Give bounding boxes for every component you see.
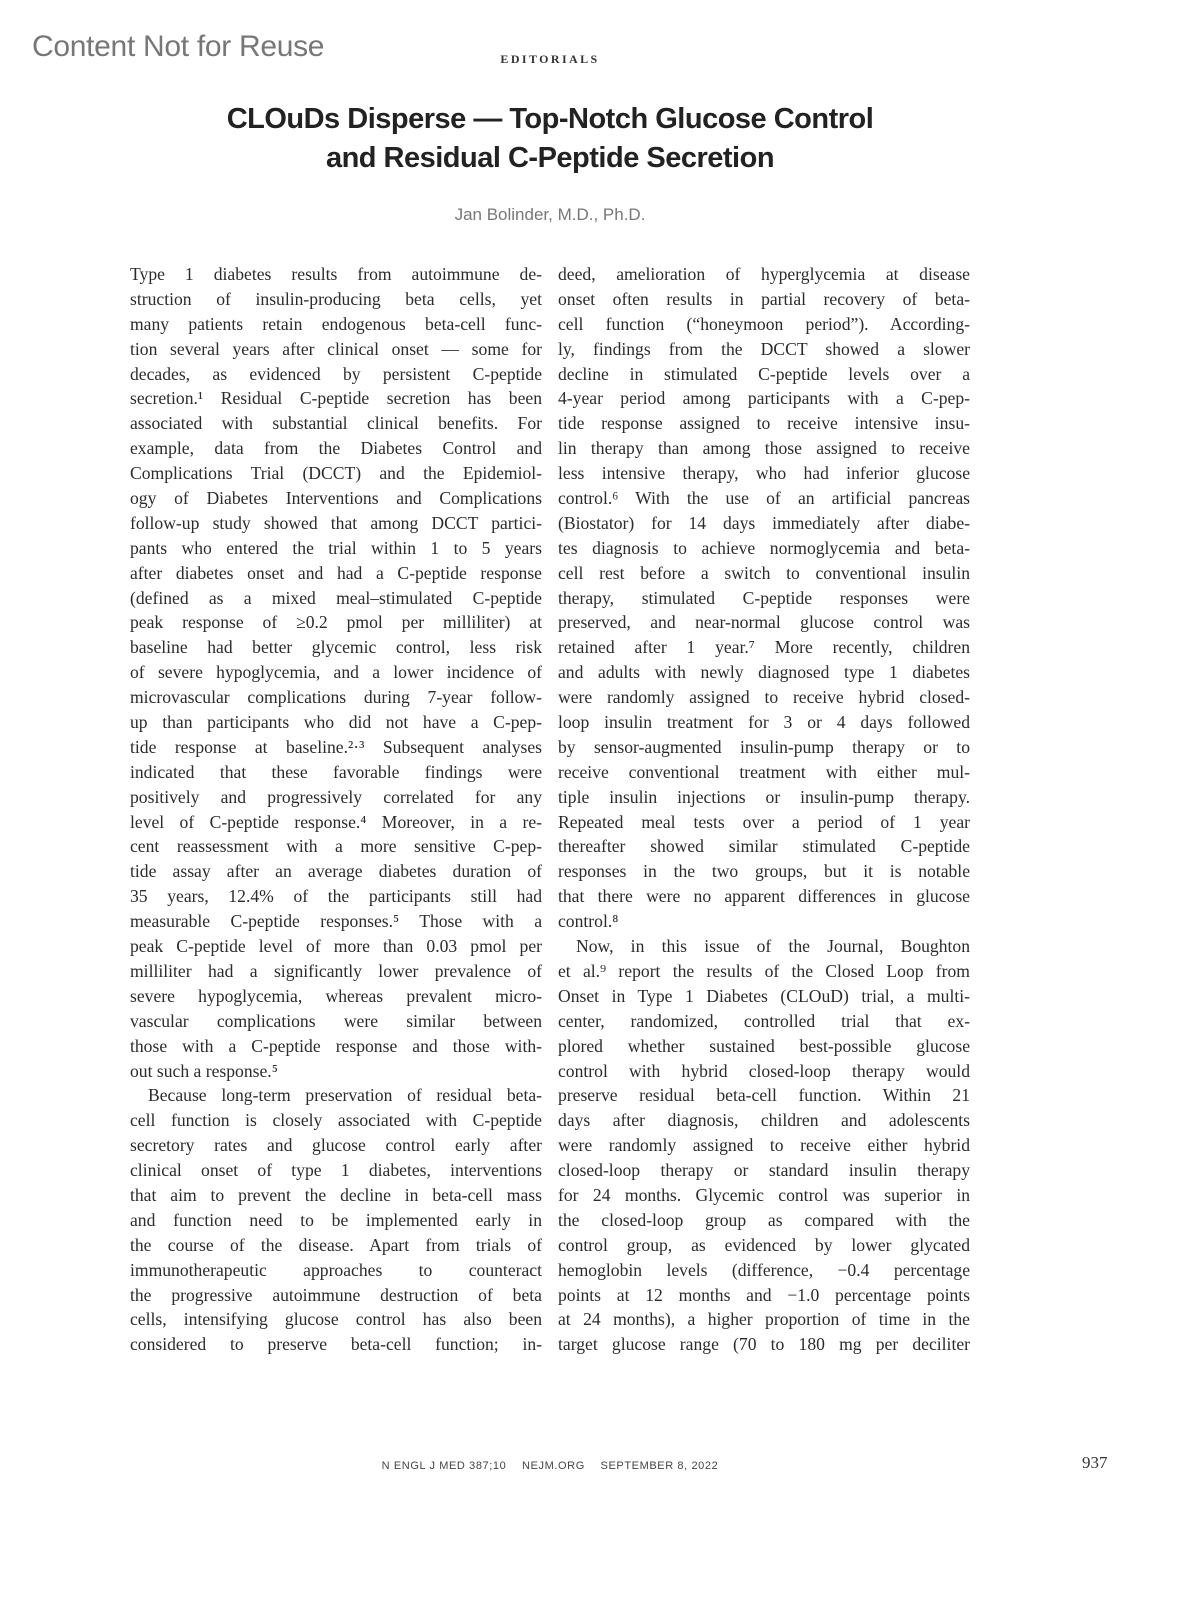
text-line: cell function is closely associated with C-peptide xyxy=(130,1110,542,1131)
text-line: the closed-loop group as compared with the xyxy=(558,1209,970,1230)
text-line: target glucose range (70 to 180 mg per deciliter xyxy=(558,1334,970,1355)
text-line: control.⁸ xyxy=(558,911,619,932)
title-line-1: CLOuDs Disperse — Top-Notch Glucose Control xyxy=(226,103,874,135)
text-line: the course of the disease. Apart from trials of xyxy=(130,1234,542,1255)
text-line: (Biostator) for 14 days immediately after diabe- xyxy=(558,512,970,533)
text-line: associated with substantial clinical benefits. For xyxy=(130,413,542,434)
text-line: loop insulin treatment for 3 or 4 days followed xyxy=(558,712,970,733)
text-line: cell function (“honeymoon period”). According- xyxy=(558,313,970,334)
text-line: milliliter had a significantly lower prevalence of xyxy=(130,960,542,981)
text-line: ogy of Diabetes Interventions and Complications xyxy=(130,488,542,509)
text-line: thereafter showed similar stimulated C-peptide xyxy=(558,836,970,857)
text-line: were randomly assigned to receive either hybrid xyxy=(558,1135,970,1156)
text-line: out such a response.⁵ xyxy=(130,1060,278,1081)
text-line: considered to preserve beta-cell function; in- xyxy=(130,1334,542,1355)
text-line: therapy, stimulated C-peptide responses were xyxy=(558,587,970,608)
text-line: immunotherapeutic approaches to counteract xyxy=(130,1259,542,1280)
text-line: Now, in this issue of the Journal, Boughton xyxy=(576,936,970,957)
text-line: follow-up study showed that among DCCT partici- xyxy=(130,512,542,533)
text-line: cell rest before a switch to conventional insulin xyxy=(558,562,970,583)
body-column-left xyxy=(130,262,542,1357)
text-line: and function need to be implemented early in xyxy=(130,1209,542,1230)
journal-site: NEJM.ORG xyxy=(522,1460,585,1472)
text-line: peak response of ≥0.2 pmol per milliliter) at xyxy=(130,612,542,633)
publication-date: SEPTEMBER 8, 2022 xyxy=(600,1460,719,1472)
text-line: level of C-peptide response.⁴ Moreover, in a re- xyxy=(130,811,542,832)
text-line: control with hybrid closed-loop therapy would xyxy=(558,1060,970,1081)
text-line: peak C-peptide level of more than 0.03 pmol per xyxy=(130,936,542,957)
title-line-2: and Residual C-Peptide Secretion xyxy=(325,142,775,174)
watermark: Content Not for Reuse xyxy=(32,30,325,63)
text-line: microvascular complications during 7-year follow- xyxy=(130,687,542,708)
text-line: decline in stimulated C-peptide levels over a xyxy=(558,363,970,384)
text-line: plored whether sustained best-possible glucose xyxy=(558,1035,970,1056)
text-line: responses in the two groups, but it is notable xyxy=(558,861,970,882)
text-line: cent reassessment with a more sensitive C-pep- xyxy=(130,836,542,857)
article-title xyxy=(0,100,1100,178)
text-line: 4-year period among participants with a C-pep- xyxy=(558,388,970,409)
text-line: the progressive autoimmune destruction of beta xyxy=(130,1284,542,1305)
text-line: Repeated meal tests over a period of 1 year xyxy=(558,811,970,832)
text-line: days after diagnosis, children and adolescents xyxy=(558,1110,970,1131)
text-line: center, randomized, controlled trial that ex- xyxy=(558,1010,970,1031)
text-line: for 24 months. Glycemic control was superior in xyxy=(558,1184,970,1205)
journal-citation: N ENGL J MED 387;10 xyxy=(381,1460,507,1472)
text-line: tes diagnosis to achieve normoglycemia and beta- xyxy=(558,537,970,558)
text-line: lin therapy than among those assigned to receive xyxy=(558,438,970,459)
text-line: many patients retain endogenous beta-cell func- xyxy=(130,313,542,334)
section-label: EDITORIALS xyxy=(500,52,600,66)
text-line: secretory rates and glucose control early after xyxy=(130,1135,542,1156)
text-line: severe hypoglycemia, whereas prevalent micro- xyxy=(130,985,542,1006)
text-line: onset often results in partial recovery of beta- xyxy=(558,288,970,309)
text-line: at 24 months), a higher proportion of time in the xyxy=(558,1309,970,1330)
text-line: of severe hypoglycemia, and a lower incidence of xyxy=(130,662,542,683)
author-byline: Jan Bolinder, M.D., Ph.D. xyxy=(454,205,646,224)
text-line: that there were no apparent differences in glucose xyxy=(558,886,970,907)
text-line: indicated that these favorable findings were xyxy=(130,761,542,782)
text-line: preserved, and near-normal glucose control was xyxy=(558,612,970,633)
text-line: ly, findings from the DCCT showed a slower xyxy=(558,338,970,359)
text-line: and adults with newly diagnosed type 1 diabetes xyxy=(558,662,970,683)
page-footer xyxy=(0,1460,1100,1472)
body-column-right xyxy=(558,262,970,1357)
text-line: 35 years, 12.4% of the participants still had xyxy=(130,886,542,907)
text-line: by sensor-augmented insulin-pump therapy or to xyxy=(558,736,970,757)
text-line: control group, as evidenced by lower glycated xyxy=(558,1234,970,1255)
text-line: (defined as a mixed meal–stimulated C-peptide xyxy=(130,587,542,608)
text-line: deed, amelioration of hyperglycemia at disease xyxy=(558,264,970,284)
text-line: less intensive therapy, who had inferior glucose xyxy=(558,463,970,484)
text-line: vascular complications were similar between xyxy=(130,1010,542,1031)
text-line: tide response assigned to receive intensive insu- xyxy=(558,413,970,434)
text-line: measurable C-peptide responses.⁵ Those with a xyxy=(130,911,542,932)
text-line: Type 1 diabetes results from autoimmune de- xyxy=(130,264,542,284)
text-line: hemoglobin levels (difference, −0.4 percentage xyxy=(558,1259,970,1280)
text-line: up than participants who did not have a C-pep- xyxy=(130,712,542,733)
text-line: baseline had better glycemic control, less risk xyxy=(130,637,542,658)
text-line: clinical onset of type 1 diabetes, interventions xyxy=(130,1160,542,1181)
text-line: struction of insulin-producing beta cells, yet xyxy=(130,288,542,309)
text-line: et al.⁹ report the results of the Closed Loop from xyxy=(558,960,970,981)
text-line: points at 12 months and −1.0 percentage points xyxy=(558,1284,970,1305)
text-line: were randomly assigned to receive hybrid closed- xyxy=(558,687,970,708)
text-line: tion several years after clinical onset — some for xyxy=(130,338,542,359)
text-line: preserve residual beta-cell function. Within 21 xyxy=(558,1085,970,1106)
text-line: those with a C-peptide response and those with- xyxy=(130,1035,542,1056)
text-line: control.⁶ With the use of an artificial pancreas xyxy=(558,488,970,509)
text-line: Onset in Type 1 Diabetes (CLOuD) trial, a multi- xyxy=(558,985,970,1006)
page-number: 937 xyxy=(1082,1453,1108,1472)
text-line: after diabetes onset and had a C-peptide response xyxy=(130,562,542,583)
text-line: receive conventional treatment with either mul- xyxy=(558,761,970,782)
text-line: tide assay after an average diabetes duration of xyxy=(130,861,542,882)
text-line: Because long-term preservation of residual beta- xyxy=(148,1085,542,1106)
text-line: tiple insulin injections or insulin-pump therapy. xyxy=(558,786,970,807)
text-line: closed-loop therapy or standard insulin therapy xyxy=(558,1160,970,1181)
text-line: cells, intensifying glucose control has also been xyxy=(130,1309,542,1330)
text-line: decades, as evidenced by persistent C-peptide xyxy=(130,363,542,384)
text-line: pants who entered the trial within 1 to 5 years xyxy=(130,537,542,558)
text-line: retained after 1 year.⁷ More recently, children xyxy=(558,637,970,658)
text-line: that aim to prevent the decline in beta-cell mass xyxy=(130,1184,542,1205)
text-line: example, data from the Diabetes Control and xyxy=(130,438,542,459)
text-line: positively and progressively correlated for any xyxy=(130,786,542,807)
text-line: secretion.¹ Residual C-peptide secretion has been xyxy=(130,388,542,409)
text-line: tide response at baseline.²·³ Subsequent analyses xyxy=(130,736,542,757)
text-line: Complications Trial (DCCT) and the Epidemiol- xyxy=(130,463,542,484)
